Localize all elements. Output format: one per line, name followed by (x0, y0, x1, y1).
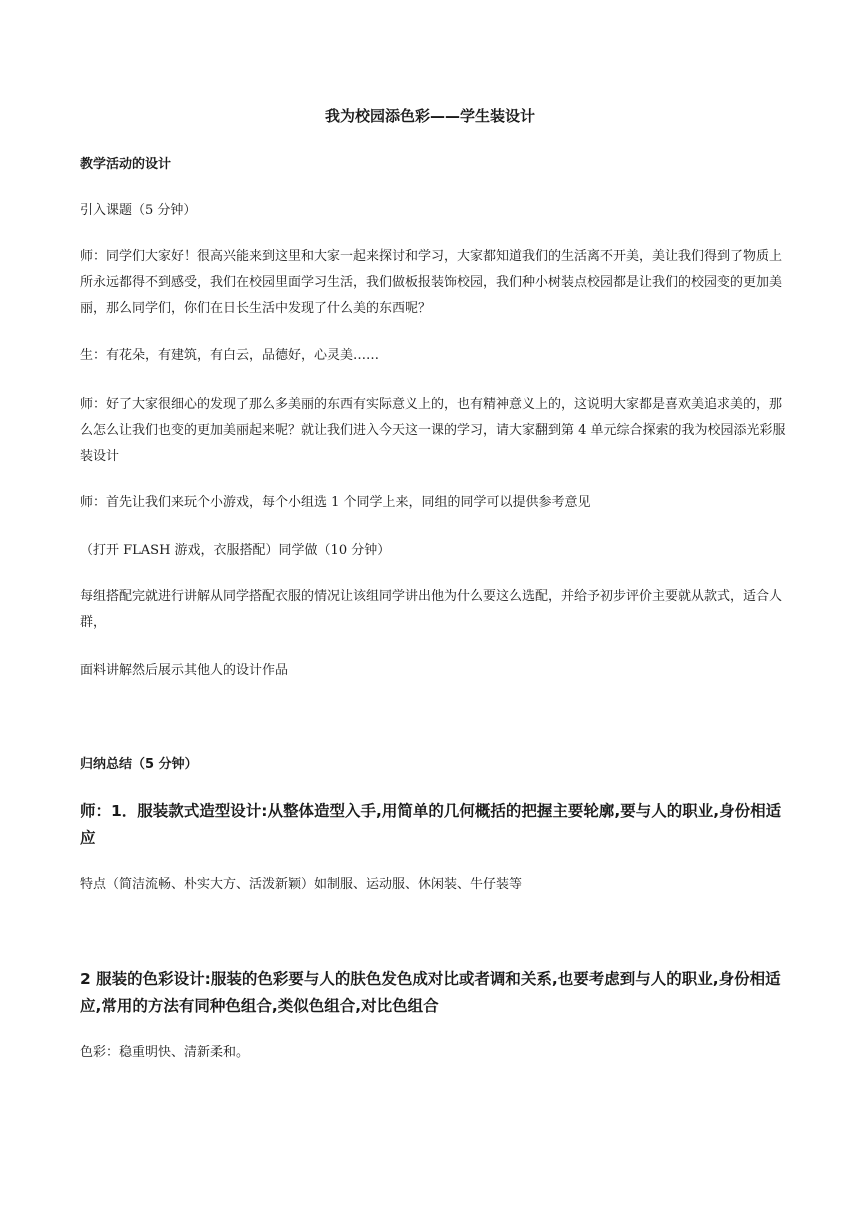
summary-point-2: 2 服装的色彩设计:服装的色彩要与人的肤色发色成对比或者调和关系,也要考虑到与人的职业,身份相适应,常用的方法有同种色组合,类似色组合,对比色组合 (80, 970, 781, 1015)
paragraph-student-answer: 生：有花朵，有建筑，有白云，品德好，心灵美…… (80, 348, 380, 363)
summary-point-1: 师：1．服装款式造型设计:从整体造型入手,用简单的几何概括的把握主要轮廓,要与人的职业,身份相适应 (80, 802, 782, 847)
paragraph-game-intro: 师：首先让我们来玩个小游戏，每个小组选 1 个同学上来，同组的同学可以提供参考意见 (80, 495, 591, 510)
paragraph-group-review: 每组搭配完就进行讲解从同学搭配衣服的情况让该组同学讲出他为什么要这么选配，并给予初步评价主要就从款式，适合人群， (80, 589, 783, 630)
paragraph-flash-game: （打开 FLASH 游戏，衣服搭配）同学做（10 分钟） (80, 543, 391, 558)
summary-heading: 归纳总结（5 分钟） (80, 757, 198, 772)
paragraph-fabric: 面料讲解然后展示其他人的设计作品 (80, 663, 289, 678)
intro-heading: 引入课题（5 分钟） (80, 203, 197, 218)
document-title: 我为校园添色彩——学生装设计 (324, 107, 535, 125)
paragraph-teacher-followup: 师：好了大家很细心的发现了那么多美丽的东西有实际意义上的，也有精神意义上的，这说明大家都是喜欢美追求美的，那么怎么让我们也变的更加美丽起来呢？就让我们进入今天这一课的学习，请大家翻到第 4 单元综合探索的我为校园添光彩服装设计 (80, 397, 786, 464)
paragraph-teacher-opening: 师：同学们大家好！很高兴能来到这里和大家一起来探讨和学习，大家都知道我们的生活离不开美，美让我们得到了物质上所永远都得不到感受，我们在校园里面学习生活，我们做板报装饰校园，我们种小树装点校园都是让我们的校园变的更加美丽，那么同学们，你们在日长生活中发现了什么美的东西呢？ (80, 249, 783, 316)
summary-point-1-note: 特点（简洁流畅、朴实大方、活泼新颖）如制服、运动服、休闲装、牛仔装等 (80, 877, 523, 892)
summary-point-2-note: 色彩：稳重明快、清新柔和。 (80, 1045, 250, 1060)
section-heading: 教学活动的设计 (80, 157, 172, 172)
